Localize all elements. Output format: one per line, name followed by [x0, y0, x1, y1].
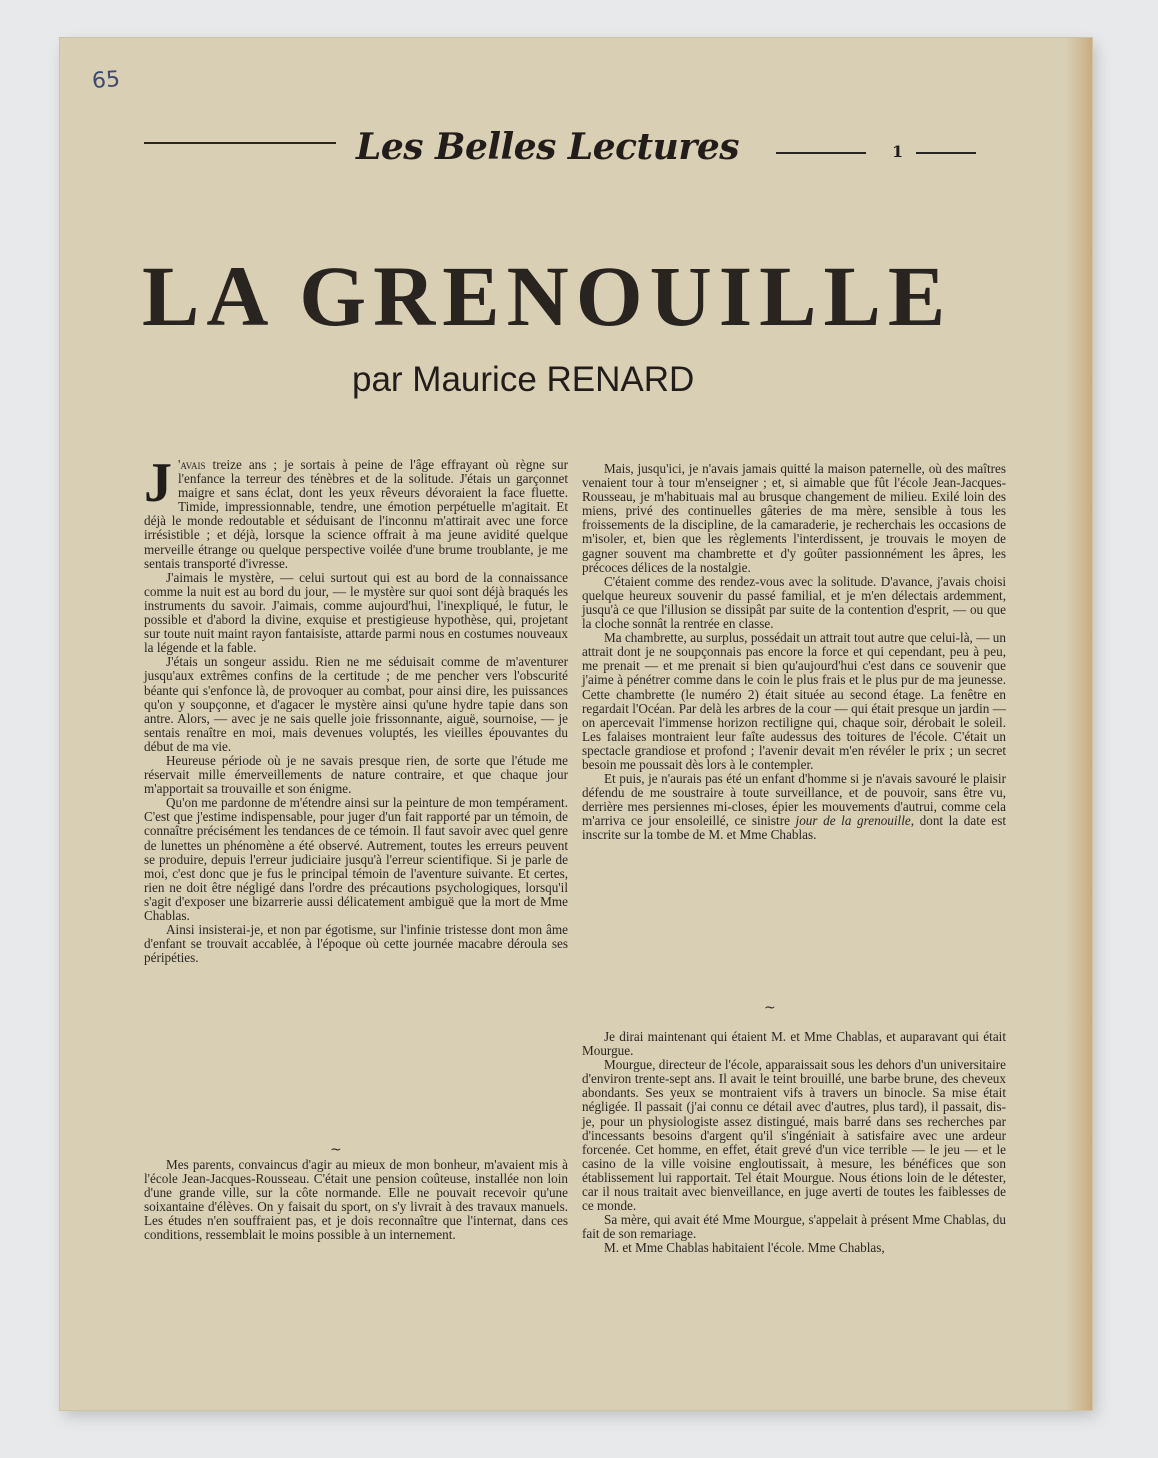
paragraph	[144, 452, 568, 571]
page-number: 1	[892, 142, 904, 161]
italic-phrase: jour de la grenouille,	[795, 813, 915, 829]
column-right-top	[582, 462, 1006, 843]
column-right-bottom	[582, 1030, 1006, 1256]
paragraph: Ainsi insisterai-je, et non par égotisme, sur l'infinie tristesse dont mon âme d'enfant se trouvait accablée, à l'époque où cette journée macabre déroula ses péripéties.	[144, 922, 568, 966]
paragraph-text: dont la date est inscrite sur la tombe de M. et Mme Chablas.	[582, 813, 1007, 843]
paragraph: Qu'on me pardonne de m'étendre ainsi sur la peinture de mon tempérament. C'est que j'estime indispensable, pour juger d'un fait rapporté par un témoin, de connaître précisément les tendances de ce témoin. Il faut savoir avec quel genre de lunettes un phénomène a été observé. Autrement, toutes les erreurs peuvent se produire, depuis l'erreur judiciaire jusqu'à l'erreur scientifique. Si je parle de moi, c'est donc que je fus le principal témoin de l'aventure suivante. Et certes, rien ne doit être négligé dans l'ordre des précautions psychologiques, lorsqu'il s'agit d'exposer une bizarrerie aussi délicatement ambiguë que la mort de Mme Chablas.	[144, 795, 568, 923]
paragraph: Mais, jusqu'ici, je n'avais jamais quitté la maison paternelle, où des maîtres venaient tour à tour m'enseigner ; et, si aimable que fût l'école Jean-Jacques-Rousseau, je m'habituais mal au brusque changement de milieu. Exilé loin des miens, privé des continuelles gâteries de ma mère, sensible à tous les froissements de la discipline, de la camaraderie, je recherchais les occasions de m'isoler, et, bien que les règlements l'interdissent, je trouvais le moyen de gagner souvent ma chambrette et d'y goûter passionnément les âpres, les précoces délices de la nostalgie.	[582, 461, 1006, 575]
paragraph: J'étais un songeur assidu. Rien ne me séduisait comme de m'aventurer jusqu'aux extrêmes confins de la certitude ; de me pencher vers l'obscurité béante qui s'enfonce là, de provoquer au combat, pour ainsi dire, les puissances qu'on y soupçonne, et d'agacer le mystère ainsi qu'une hydre tapie dans son antre. Alors, — avec je ne sais quelle joie frissonnante, aiguë, sournoise, — je sentais renaître en moi, mais devenues voluptés, les vieilles épouvantes du début de ma vie.	[144, 654, 568, 754]
article-title: LA GRENOUILLE	[142, 248, 953, 344]
paragraph: Je dirai maintenant qui étaient M. et Mme Chablas, et auparavant qui était Mourgue.	[582, 1029, 1006, 1059]
section-ornament-right: ~	[764, 1000, 776, 1016]
paragraph: Mourgue, directeur de l'école, apparaissait sous les dehors d'un universitaire d'environ trente-sept ans. Il avait le teint brouillé, une barbe brune, des cheveux abondants. Ses yeux se montraient vifs à travers un binocle. Sa mise était négligée. Il passait (j'ai connu ce détail avec d'autres, plus tard), il passait, dis-je, pour un physiologiste assez distingué, mais barré dans ses recherches par d'incessants besoins d'argent qu'il s'ingéniait à satisfaire avec une ardeur forcenée. Cet homme, en effet, était grevé d'un vice terrible — le jeu — et le casino de la ville voisine engloutissait, à mesure, les bénéfices que son établissement lui rapportait. Tel était Mourgue. Nous étions loin de le détester, car il nous traitait avec bienveillance, en juge averti de toutes les faiblesses de ce monde.	[582, 1057, 1006, 1214]
masthead-rule-end	[916, 152, 976, 154]
paragraph: Ma chambrette, au surplus, possédait un attrait tout autre que celui-là, — un attrait dont je ne soupçonnais pas encore la force et qui cependant, peu à peu, me prenait — et me prenait si bien qu'aujourd'hui c'est dans ce souvenir que j'aime à pénétrer comme dans le coin le plus frais et le plus pur de ma jeunesse. Cette chambrette (le numéro 2) était située au second étage. La fenêtre en regardait l'Océan. Par delà les arbres de la cour — qui était presque un jardin — on apercevait l'immense horizon rectiligne qui, chaque soir, dérobait le soleil. Les falaises montraient leur faîte audessus des toitures de l'école. C'était un spectacle grandiose et profond ; l'avenir devait m'en révéler le prix ; un secret besoin me poussait dès lors à le contempler.	[582, 630, 1006, 772]
paragraph: M. et Mme Chablas habitaient l'école. Mme Chablas,	[604, 1240, 885, 1256]
article-byline: par Maurice RENARD	[352, 360, 695, 399]
paragraph: Mes parents, convaincus d'agir au mieux de mon bonheur, m'avaient mis à l'école Jean-Jacques-Rousseau. C'était une pension coûteuse, installée non loin d'une grande ville, sur la côte normande. Elle ne pouvait recevoir qu'une soixantaine d'élèves. On y faisait du sport, on s'y livrait à des travaux manuels. Les études n'en souffraient pas, et je dois reconnaître que l'internat, dans ces conditions, ressemblait le moins possible à un internement.	[144, 1157, 568, 1243]
paragraph-text: Et puis, je n'aurais pas été un enfant d'homme si je n'avais savouré le plaisir défendu de me soustraire à toute surveillance, et de pouvoir, sans être vu, derrière mes persiennes mi-closes, épier les mouvements d'autrui, comme cela m'arriva ce jour ensoleillé, ce sinistre	[582, 771, 1006, 829]
newspaper-page	[60, 38, 1092, 1410]
paragraph-text: treize ans ; je sortais à peine de l'âge effrayant où règne sur l'enfance la terreur des ténèbres et de la solitude. J'étais un garçonnet maigre et sans éclat, dont les yeux rêveurs dévoraient la face fluette. Timide, impressionnable, tendre, une émotion perpétuelle m'agitait. Et déjà le monde redoutable et séduisant de l'inconnu m'attirait avec une force irrésistible ; et déjà, lorsque la science offrait à ma jeune avidité quelque merveille étrange ou quelque perspective voilée d'une brume troublante, je me sentais transporté d'ivresse.	[144, 457, 568, 571]
paragraph: J'aimais le mystère, — celui surtout qui est au bord de la connaissance comme la nuit est au bord du jour, — le mystère sur quoi sont déjà braqués les instruments du savoir. J'aimais, comme aujourd'hui, l'inexpliqué, le futur, le possible et d'abord la divine, exquise et prestigieuse hypothèse, qui, projetant sur toute nuit maint rayon fantaisiste, attarde parmi nous en costumes nouveaux la légende et la fable.	[144, 569, 568, 656]
column-left-bottom	[144, 1158, 568, 1243]
masthead: Les Belles Lectures	[356, 126, 739, 168]
handwritten-folio: 65	[91, 67, 121, 94]
masthead-rule-right	[776, 152, 866, 154]
masthead-rule-left	[144, 142, 336, 144]
drop-cap: J	[144, 452, 172, 514]
paragraph: Heureuse période où je ne savais presque rien, de sorte que l'étude me réservait mille émerveillements de nature contraire, et que chaque jour m'apportait sa trouvaille et son énigme.	[144, 752, 568, 797]
paragraph: C'étaient comme des rendez-vous avec la solitude. D'avance, j'avais choisi quelque heureux souvenir du passé familial, et je m'en délectais ardemment, jusqu'à ce que l'illusion se dissipât par suite de la contention d'esprit, — ou que la cloche sonnât la rentrée en classe.	[582, 573, 1006, 632]
paragraph-opening: 'avais	[178, 457, 206, 472]
column-left-top	[144, 452, 568, 966]
paragraph: Sa mère, qui avait été Mme Mourgue, s'appelait à présent Mme Chablas, du fait de son remariage.	[582, 1212, 1006, 1242]
paragraph	[582, 772, 1006, 842]
section-ornament-left: ~	[330, 1142, 342, 1158]
